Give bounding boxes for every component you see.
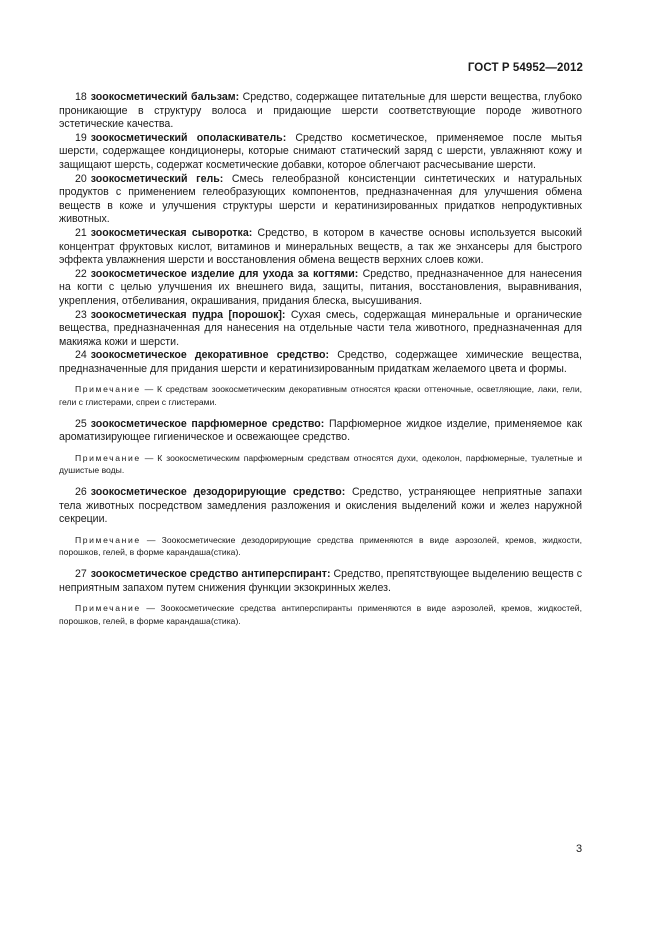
term-definition: Сухая смесь, содержащая минеральные и органические вещества, предназначенная для нанесения на отдельные части тела животного, предназначенная для макияжа кожи и шерсти. [59, 308, 582, 348]
term-name: зоокосметический бальзам: [90, 91, 240, 103]
terms-section [59, 91, 582, 636]
term-entry-25 [59, 418, 582, 445]
term-name: зоокосметический ополаскиватель: [90, 131, 287, 144]
term-name: зоокосметическое дезодорирующие средство: [90, 486, 346, 499]
term-definition: Средство, содержащее химические вещества, предназначенные для придания шерсти и кератинизированным придаткам желаемого цвета и формы. [59, 349, 582, 375]
term-entry-20 [59, 173, 582, 227]
term-name: зоокосметический гель: [90, 172, 224, 185]
term-name: зоокосметическая пудра [порошок]: [90, 308, 286, 321]
term-definition: Смесь гелеобразной консистенции синтетических и натуральных продуктов с применением гелеобразующих компонентов, предназначенная для улучшения обмена веществ в коже и улучшения структуры шерсти и кератинизированных придатков непродуктивных животных. [59, 172, 582, 226]
note-27 [59, 602, 582, 627]
term-entry-27 [59, 568, 582, 595]
note-text: — Зоокосметические средства антиперспиранты применяются в виде аэрозолей, кремов, жидкостей, порошков, гелей, в форме карандаша(стика). [59, 603, 582, 626]
term-number: 21 [75, 226, 87, 239]
term-name: зоокосметическое средство антиперспирант: [90, 568, 331, 580]
term-definition: Средство, предназначенное для нанесения на когти с целью улучшения их внешнего вида, защиты, питания, восстановления, выравнивания, укрепления, отбеливания, окрашивания, придания блеска, высушивания. [59, 267, 582, 307]
note-25 [59, 452, 582, 477]
term-number: 25 [75, 417, 87, 430]
note-24 [59, 383, 582, 408]
page-number: 3 [576, 843, 583, 855]
term-number: 24 [75, 349, 87, 362]
note-label: Примечание [75, 384, 141, 395]
note-text: — К зоокосметическим парфюмерным средствам относятся духи, одеколон, парфюмерные, туалетные и душистые воды. [59, 452, 582, 476]
term-entry-23 [59, 309, 582, 350]
term-number: 22 [75, 267, 87, 280]
term-number: 27 [75, 568, 87, 580]
note-text: — Зоокосметические дезодорирующие средства применяются в виде аэрозолей, кремов, жидкости, порошков, гелей, в форме карандаша(стика). [59, 534, 583, 558]
document-standard-id: ГОСТ Р 54952—2012 [467, 62, 583, 74]
term-definition: Средство косметическое, применяемое после мытья шерсти, содержащее кондиционеры, которые снимают статический заряд с шерсти, увлажняют кожу и защищают шерсть, содержат косметические добавки, которое облегчают расчесывание шерсти. [59, 131, 583, 171]
term-definition: Средство, препятствующее выделению веществ с неприятным запахом путем снижения функции экзокринных желез. [59, 568, 582, 594]
term-name: зоокосметическое парфюмерное средство: [90, 417, 325, 430]
term-number: 19 [75, 131, 87, 144]
term-number: 23 [75, 308, 87, 321]
term-number: 18 [75, 91, 87, 103]
term-name: зоокосметическое декоративное средство: [90, 349, 329, 362]
note-label: Примечание [75, 534, 141, 545]
term-entry-19 [59, 132, 582, 173]
term-name: зоокосметическая сыворотка: [90, 226, 253, 239]
term-definition: Средство, содержащее питательные для шерсти вещества, глубоко проникающие в структуру волоса и придающие шерсти соответствующие породе животного эстетические качества. [59, 91, 582, 131]
term-definition: Средство, в котором в качестве основы используется высокий концентрат фруктовых кислот, витаминов и минеральных веществ, а так же энхансеры для быстрого эффекта увлажнения шерсти и восстановления обмена веществ верхних слоев кожи. [59, 226, 582, 267]
term-entry-21 [59, 227, 582, 268]
term-number: 26 [75, 486, 87, 499]
note-26 [59, 534, 582, 559]
note-text: — К средствам зоокосметическим декоративным относятся краски оттеночные, осветляющие, лаки, гели, гели с глистерами, спреи с глистерами. [59, 384, 583, 408]
note-label: Примечание [75, 603, 141, 614]
term-entry-22 [59, 268, 582, 309]
term-definition: Средство, устраняющее неприятные запахи тела животных посредством замедления разложения и окисления выделений кожи и желез наружной секреции. [59, 486, 582, 526]
term-entry-26 [59, 486, 582, 527]
term-entry-24 [59, 349, 582, 376]
term-name: зоокосметическое изделие для ухода за когтями: [90, 267, 359, 280]
term-definition: Парфюмерное жидкое изделие, применяемое как ароматизирующее гигиеническое и освежающее средство. [59, 417, 583, 444]
term-number: 20 [75, 172, 87, 185]
term-entry-18 [59, 91, 582, 132]
note-label: Примечание [75, 452, 141, 463]
